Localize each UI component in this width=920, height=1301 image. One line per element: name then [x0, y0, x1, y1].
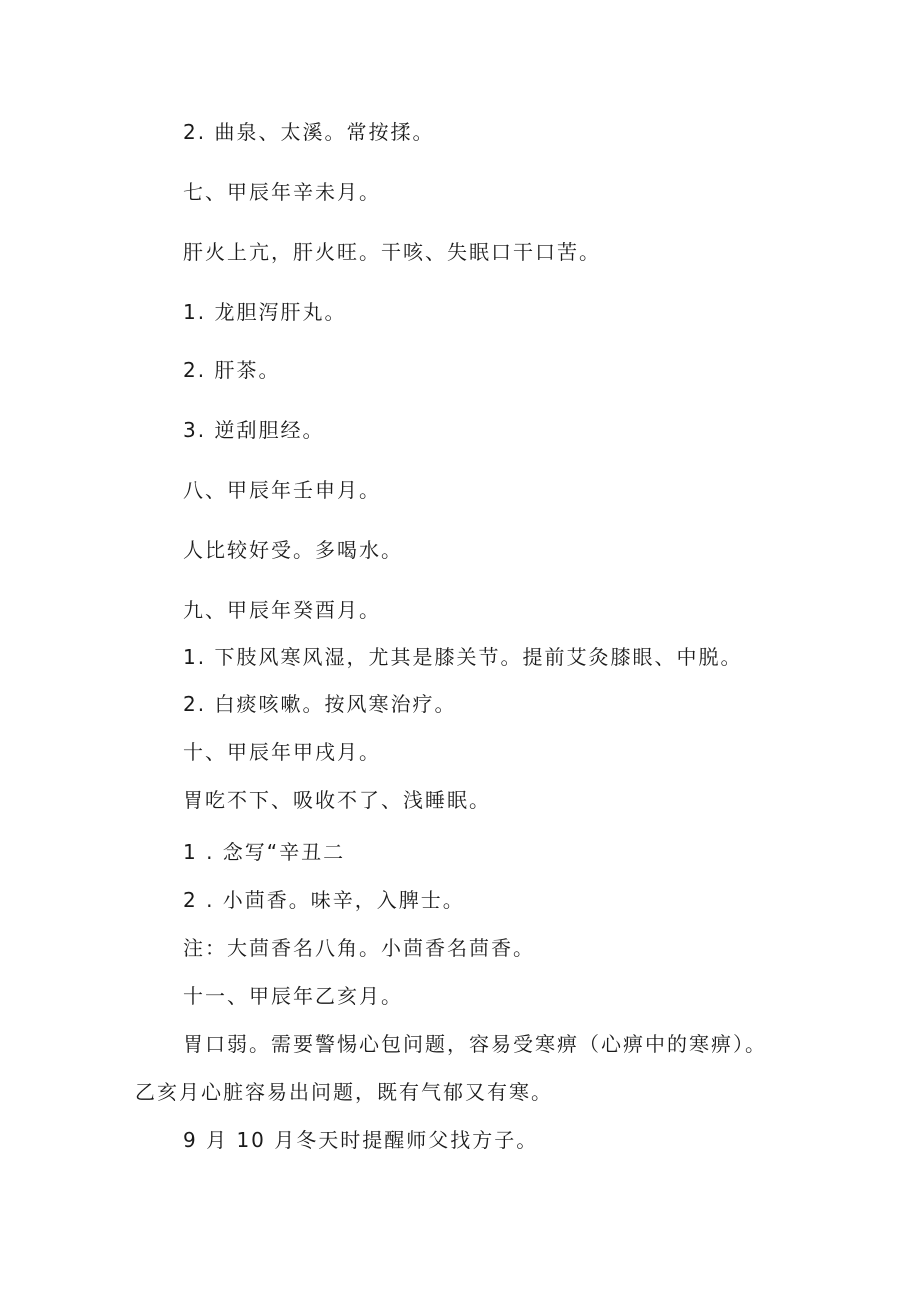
text-line: 胃吃不下、吸收不了、浅睡眠。 [183, 788, 491, 812]
list-item: 3. 逆刮胆经。 [183, 418, 325, 442]
section-heading: 七、甲辰年辛未月。 [183, 180, 381, 204]
section-heading: 八、甲辰年壬申月。 [183, 478, 381, 502]
list-item: 2 . 小茴香。味辛，入脾士。 [183, 888, 465, 912]
note-line: 注：大茴香名八角。小茴香名茴香。 [183, 936, 535, 960]
text-line: 9 月 10 月冬天时提醒师父找方子。 [183, 1128, 539, 1152]
list-item: 2. 肝茶。 [183, 358, 281, 382]
text-line: 胃口弱。需要警惕心包问题，容易受寒痹（心痹中的寒痹）。 [183, 1032, 767, 1056]
text-line: 2. 曲泉、太溪。常按揉。 [183, 120, 435, 144]
list-item: 1. 下肢风寒风湿，尤其是膝关节。提前艾灸膝眼、中脱。 [183, 645, 743, 669]
list-item: 2. 白痰咳嗽。按风寒治疗。 [183, 692, 457, 716]
list-item: 1. 龙胆泻肝丸。 [183, 300, 347, 324]
text-line: 人比较好受。多喝水。 [183, 538, 403, 562]
list-item: 1 . 念写“辛丑二 [183, 840, 346, 864]
text-line: 肝火上亢，肝火旺。干咳、失眠口干口苦。 [183, 240, 601, 264]
text-line: 乙亥月心脏容易出问题，既有气郁又有寒。 [135, 1080, 553, 1104]
section-heading: 十、甲辰年甲戌月。 [183, 740, 381, 764]
section-heading: 九、甲辰年癸酉月。 [183, 598, 381, 622]
section-heading: 十一、甲辰年乙亥月。 [183, 984, 403, 1008]
